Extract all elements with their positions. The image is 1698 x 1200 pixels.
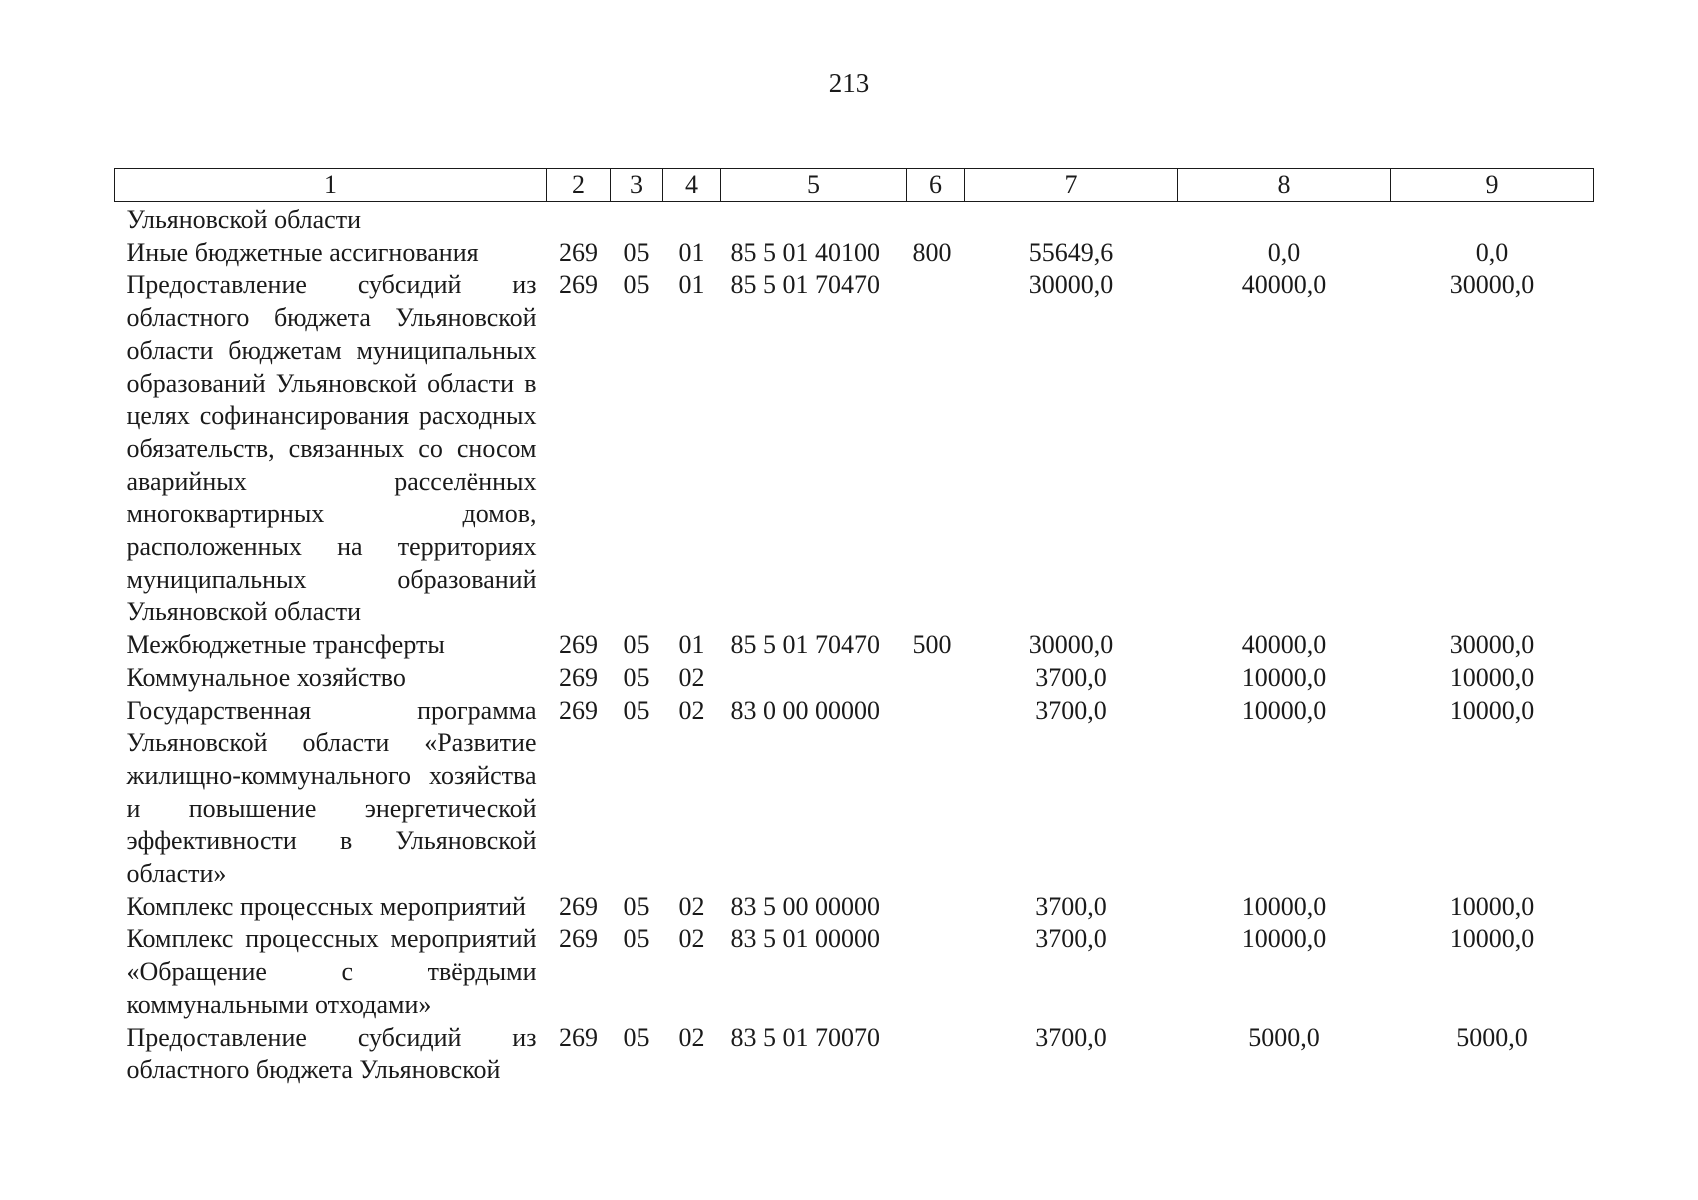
table-body <box>115 202 1594 1087</box>
budget-table <box>114 168 1594 1087</box>
ministry-code: 269 <box>559 237 598 267</box>
amount-col-8: 40000,0 <box>1241 270 1327 300</box>
amount-col-9: 0,0 <box>1475 237 1509 267</box>
header-col-5: 5 <box>721 169 907 202</box>
subsection-code: 02 <box>678 924 705 954</box>
header-col-7: 7 <box>965 169 1178 202</box>
table-row <box>115 629 1594 662</box>
table-row <box>115 891 1594 924</box>
item-name: Иные бюджетные ассигнования <box>126 237 479 267</box>
subsection-code: 02 <box>678 695 705 725</box>
expense-type-code <box>907 269 965 629</box>
expense-type-code: 500 <box>912 630 952 660</box>
header-col-4: 4 <box>663 169 721 202</box>
amount-col-9: 10000,0 <box>1449 924 1535 954</box>
item-name: Коммунальное хозяйство <box>126 662 406 692</box>
target-article-code: 83 5 01 00000 <box>730 924 880 954</box>
section-code: 05 <box>623 270 650 300</box>
ministry-code: 269 <box>559 695 598 725</box>
amount-col-9: 5000,0 <box>1456 1022 1528 1052</box>
table-row <box>115 695 1594 891</box>
amount-col-8: 10000,0 <box>1241 891 1327 921</box>
amount-col-8: 10000,0 <box>1241 924 1327 954</box>
amount-col-9: 30000,0 <box>1449 630 1535 660</box>
amount-col-8: 0,0 <box>1267 237 1301 267</box>
section-code: 05 <box>623 891 650 921</box>
section-code <box>611 202 663 237</box>
page-number: 213 <box>828 68 870 98</box>
ministry-code: 269 <box>559 270 598 300</box>
target-article-code: 85 5 01 70470 <box>730 270 880 300</box>
header-col-6: 6 <box>907 169 965 202</box>
subsection-code <box>663 202 721 237</box>
section-code: 05 <box>623 630 650 660</box>
expense-type-code <box>907 1022 965 1087</box>
amount-col-7: 3700,0 <box>1035 1022 1107 1052</box>
header-col-2: 2 <box>547 169 611 202</box>
target-article-code: 83 0 00 00000 <box>730 695 880 725</box>
subsection-code: 01 <box>678 237 705 267</box>
item-name: Предоставление субсидий из областного бюджета Ульяновской области бюджетам муниципальных образований Ульяновской области в целях софинансирования расходных обязательств, связанных со сносом аварийных расселённых многоквартирных домов, расположенных на территориях муниципальных образований Ульяновской области <box>126 270 537 627</box>
subsection-code: 01 <box>678 630 705 660</box>
ministry-code: 269 <box>559 662 598 692</box>
section-code: 05 <box>623 662 650 692</box>
amount-col-8 <box>1178 202 1391 237</box>
item-name: Комплекс процессных мероприятий «Обращение с твёрдыми коммунальными отходами» <box>126 924 537 1019</box>
table-row <box>115 1022 1594 1087</box>
table-row <box>115 269 1594 629</box>
section-code: 05 <box>623 1022 650 1052</box>
table-row <box>115 202 1594 237</box>
amount-col-7 <box>965 202 1178 237</box>
amount-col-9: 10000,0 <box>1449 662 1535 692</box>
amount-col-7: 30000,0 <box>1028 630 1114 660</box>
expense-type-code: 800 <box>912 237 952 267</box>
amount-col-9: 10000,0 <box>1449 695 1535 725</box>
ministry-code: 269 <box>559 1022 598 1052</box>
item-name: Ульяновской области <box>126 205 361 234</box>
header-col-1: 1 <box>115 169 547 202</box>
target-article-code: 85 5 01 70470 <box>730 630 880 660</box>
amount-col-8: 40000,0 <box>1241 630 1327 660</box>
item-name: Предоставление субсидий из областного бюджета Ульяновской <box>126 1022 537 1085</box>
subsection-code: 02 <box>678 662 705 692</box>
target-article-code: 83 5 00 00000 <box>730 891 880 921</box>
expense-type-code <box>907 695 965 891</box>
ministry-code: 269 <box>559 924 598 954</box>
section-code: 05 <box>623 237 650 267</box>
expense-type-code <box>907 891 965 924</box>
header-col-8: 8 <box>1178 169 1391 202</box>
table-row <box>115 923 1594 1021</box>
header-col-9: 9 <box>1391 169 1594 202</box>
subsection-code: 01 <box>678 270 705 300</box>
ministry-code: 269 <box>559 891 598 921</box>
target-article-code: 83 5 01 70070 <box>730 1022 880 1052</box>
item-name: Государственная программа Ульяновской области «Развитие жилищно-коммунального хозяйства и повышение энергетической эффективности в Ульяновской области» <box>126 695 537 889</box>
amount-col-7: 3700,0 <box>1035 891 1107 921</box>
column-number-header-row <box>115 169 1594 202</box>
amount-col-7: 3700,0 <box>1035 662 1107 692</box>
amount-col-9: 10000,0 <box>1449 891 1535 921</box>
ministry-code <box>547 202 611 237</box>
amount-col-8: 10000,0 <box>1241 695 1327 725</box>
amount-col-7: 3700,0 <box>1035 924 1107 954</box>
item-name: Комплекс процессных мероприятий <box>126 891 526 921</box>
expense-type-code <box>907 202 965 237</box>
expense-type-code <box>907 923 965 1021</box>
target-article-code <box>721 202 907 237</box>
table-row <box>115 662 1594 695</box>
amount-col-8: 10000,0 <box>1241 662 1327 692</box>
target-article-code: 85 5 01 40100 <box>730 237 880 267</box>
amount-col-8: 5000,0 <box>1248 1022 1320 1052</box>
item-name: Межбюджетные трансферты <box>126 630 445 660</box>
amount-col-7: 55649,6 <box>1028 237 1114 267</box>
subsection-code: 02 <box>678 1022 705 1052</box>
header-col-3: 3 <box>611 169 663 202</box>
expense-type-code <box>907 662 965 695</box>
target-article-code <box>721 662 907 695</box>
amount-col-7: 30000,0 <box>1028 270 1114 300</box>
ministry-code: 269 <box>559 630 598 660</box>
amount-col-9 <box>1391 202 1594 237</box>
subsection-code: 02 <box>678 891 705 921</box>
table-row <box>115 237 1594 270</box>
section-code: 05 <box>623 924 650 954</box>
amount-col-9: 30000,0 <box>1449 270 1535 300</box>
section-code: 05 <box>623 695 650 725</box>
amount-col-7: 3700,0 <box>1035 695 1107 725</box>
